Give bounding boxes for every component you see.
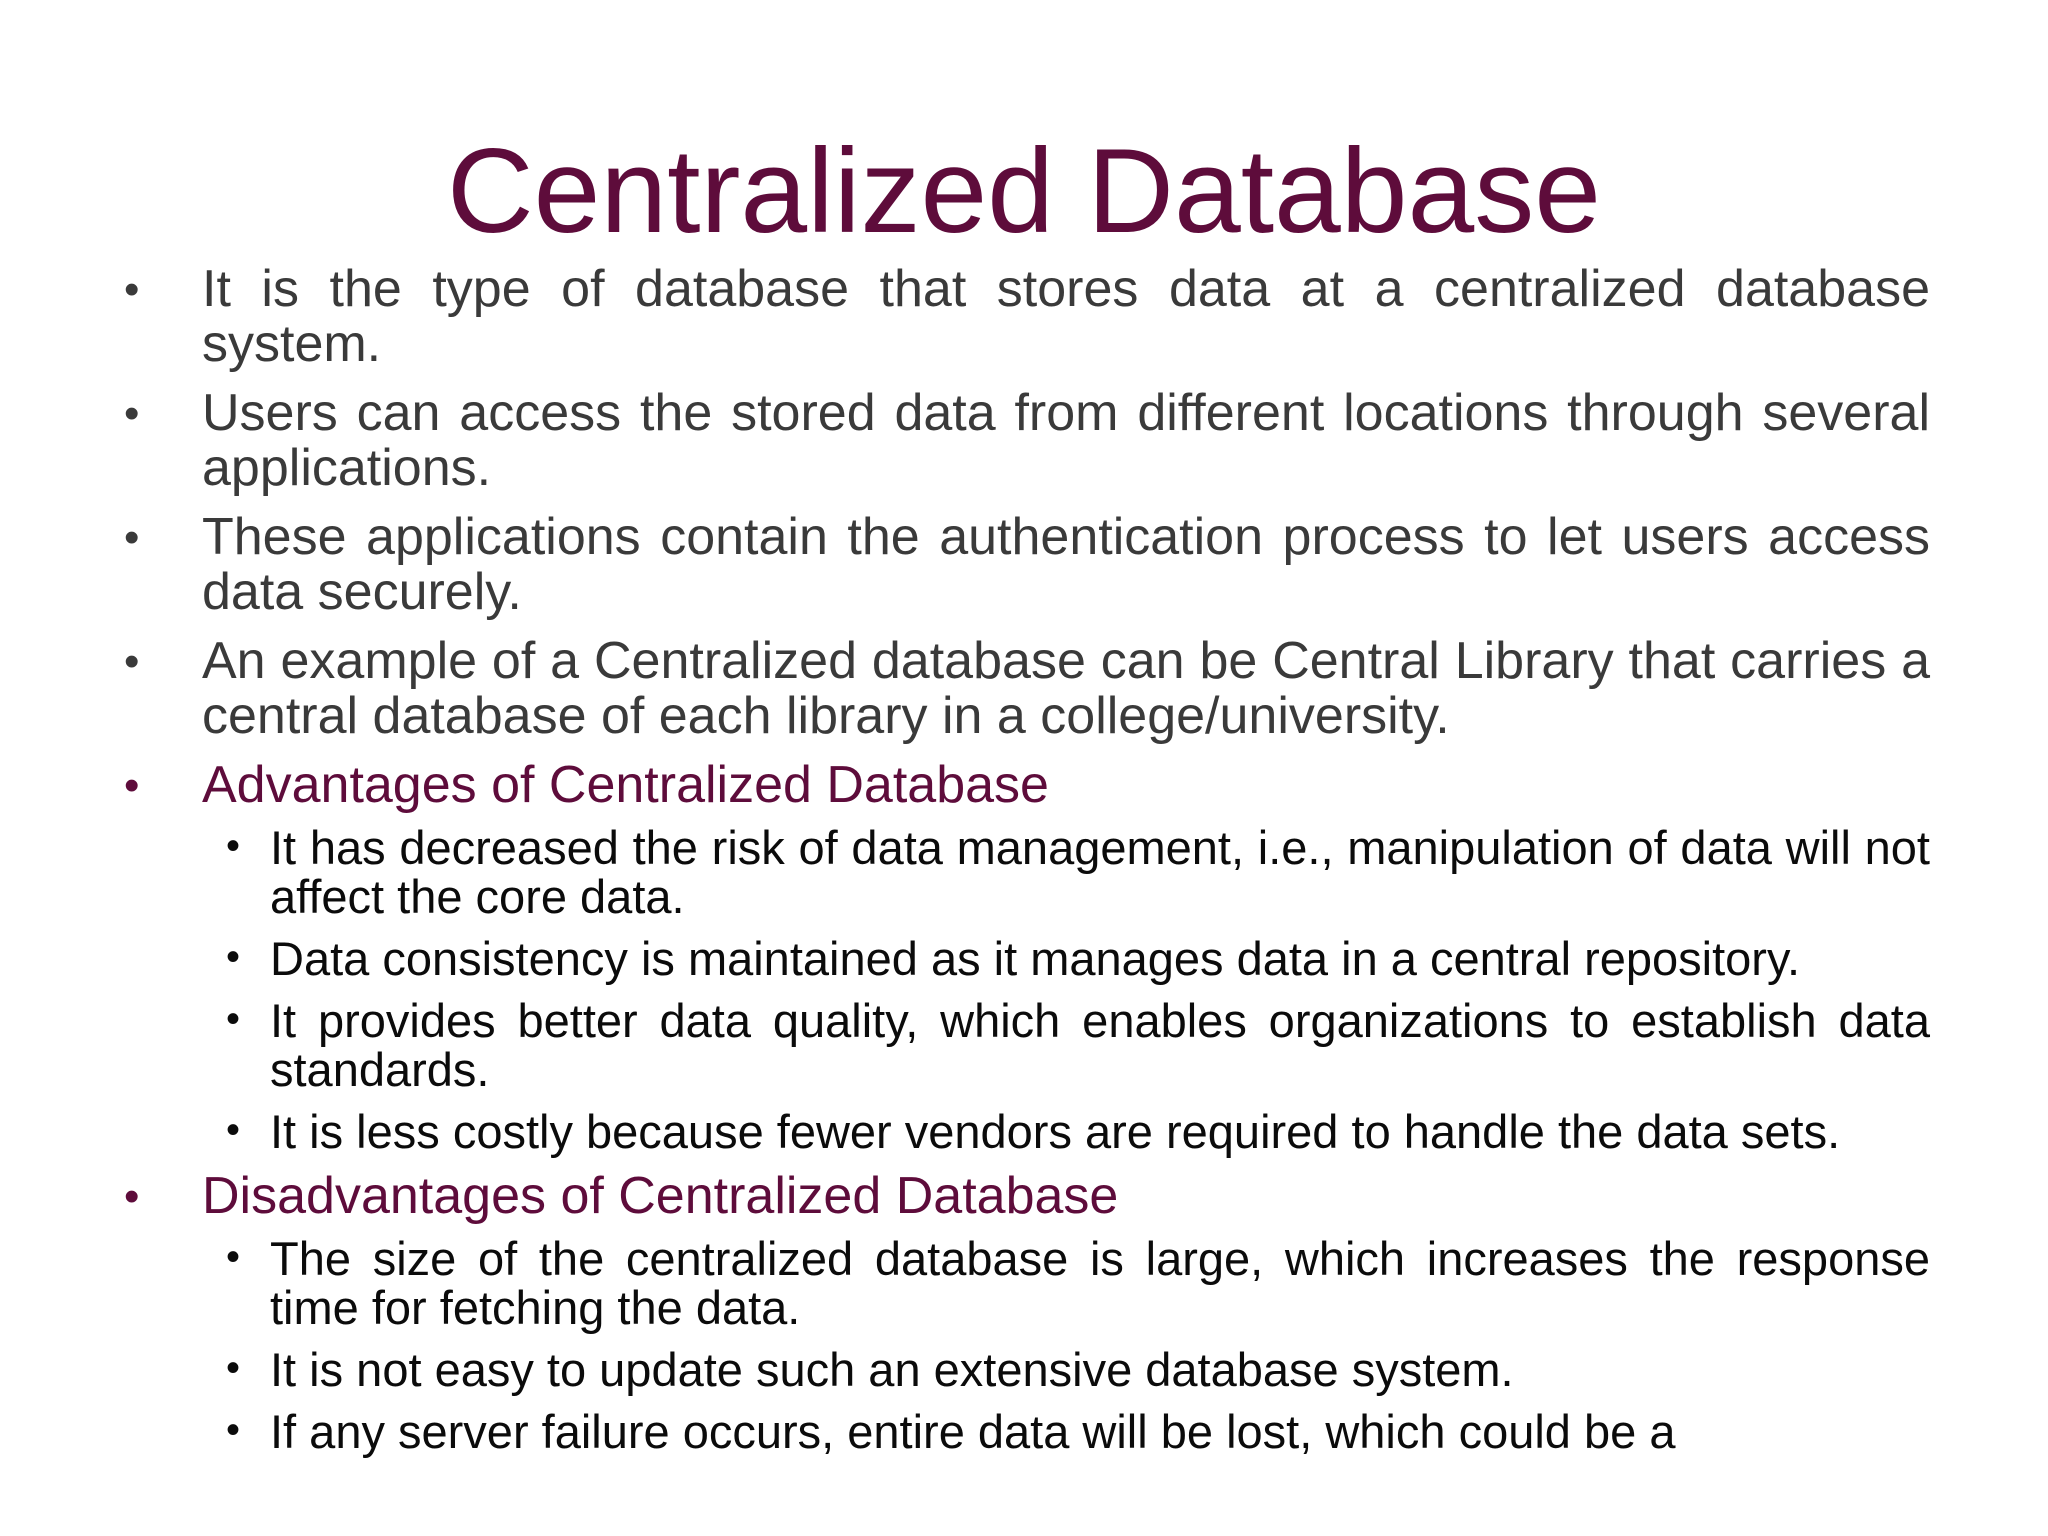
advantage-item (202, 996, 1930, 1094)
bullet-glyph: • (226, 935, 241, 979)
bullet-glyph: • (124, 637, 140, 686)
disadvantages-list (202, 1234, 1930, 1456)
advantages-list (202, 823, 1930, 1156)
intro-bullet-text: It is the type of database that stores data at a centralized database system. (202, 260, 1930, 373)
intro-bullet-1 (118, 262, 1930, 372)
advantage-text: It provides better data quality, which enables organizations to establish data standards. (270, 994, 1930, 1096)
intro-bullet-text: These applications contain the authentication process to let users access data securely. (202, 508, 1930, 621)
bullet-glyph: • (226, 1346, 241, 1390)
advantages-heading-text: Advantages of Centralized Database (202, 756, 1049, 814)
advantage-text: It has decreased the risk of data management, i.e., manipulation of data will not affect the core data. (270, 821, 1930, 923)
intro-bullet-3 (118, 510, 1930, 620)
bullet-glyph: • (124, 513, 140, 562)
intro-bullet-text: An example of a Centralized database can be Central Library that carries a central database of each library in a college/university. (202, 632, 1930, 745)
bullet-glyph: • (226, 1108, 241, 1152)
disadvantage-item (202, 1407, 1930, 1456)
advantage-text: It is less costly because fewer vendors are required to handle the data sets. (270, 1105, 1841, 1158)
disadvantage-item (202, 1234, 1930, 1332)
bullet-glyph: • (124, 265, 140, 314)
bullet-glyph: • (124, 389, 140, 438)
intro-bullet-4 (118, 634, 1930, 744)
bullet-glyph: • (226, 824, 241, 868)
disadvantages-heading-text: Disadvantages of Centralized Database (202, 1167, 1119, 1225)
slide-title: Centralized Database (446, 124, 1601, 258)
bullet-glyph: • (124, 1172, 140, 1221)
advantage-item (202, 823, 1930, 921)
advantages-heading (118, 758, 1930, 813)
advantage-item (202, 1107, 1930, 1156)
disadvantage-text: If any server failure occurs, entire data will be lost, which could be a (270, 1405, 1676, 1458)
bullet-glyph: • (226, 1408, 241, 1452)
disadvantage-text: It is not easy to update such an extensive database system. (270, 1343, 1514, 1396)
intro-bullet-2 (118, 386, 1930, 496)
bullet-glyph: • (226, 997, 241, 1041)
slide-content (118, 262, 1930, 1469)
disadvantage-item (202, 1345, 1930, 1394)
disadvantage-text: The size of the centralized database is large, which increases the response time for fetching the data. (270, 1232, 1930, 1334)
bullet-glyph: • (226, 1235, 241, 1279)
intro-bullet-text: Users can access the stored data from different locations through several applications. (202, 384, 1930, 497)
disadvantages-heading (118, 1169, 1930, 1224)
advantage-item (202, 934, 1930, 983)
advantage-text: Data consistency is maintained as it manages data in a central repository. (270, 932, 1801, 985)
bullet-glyph: • (124, 761, 140, 810)
